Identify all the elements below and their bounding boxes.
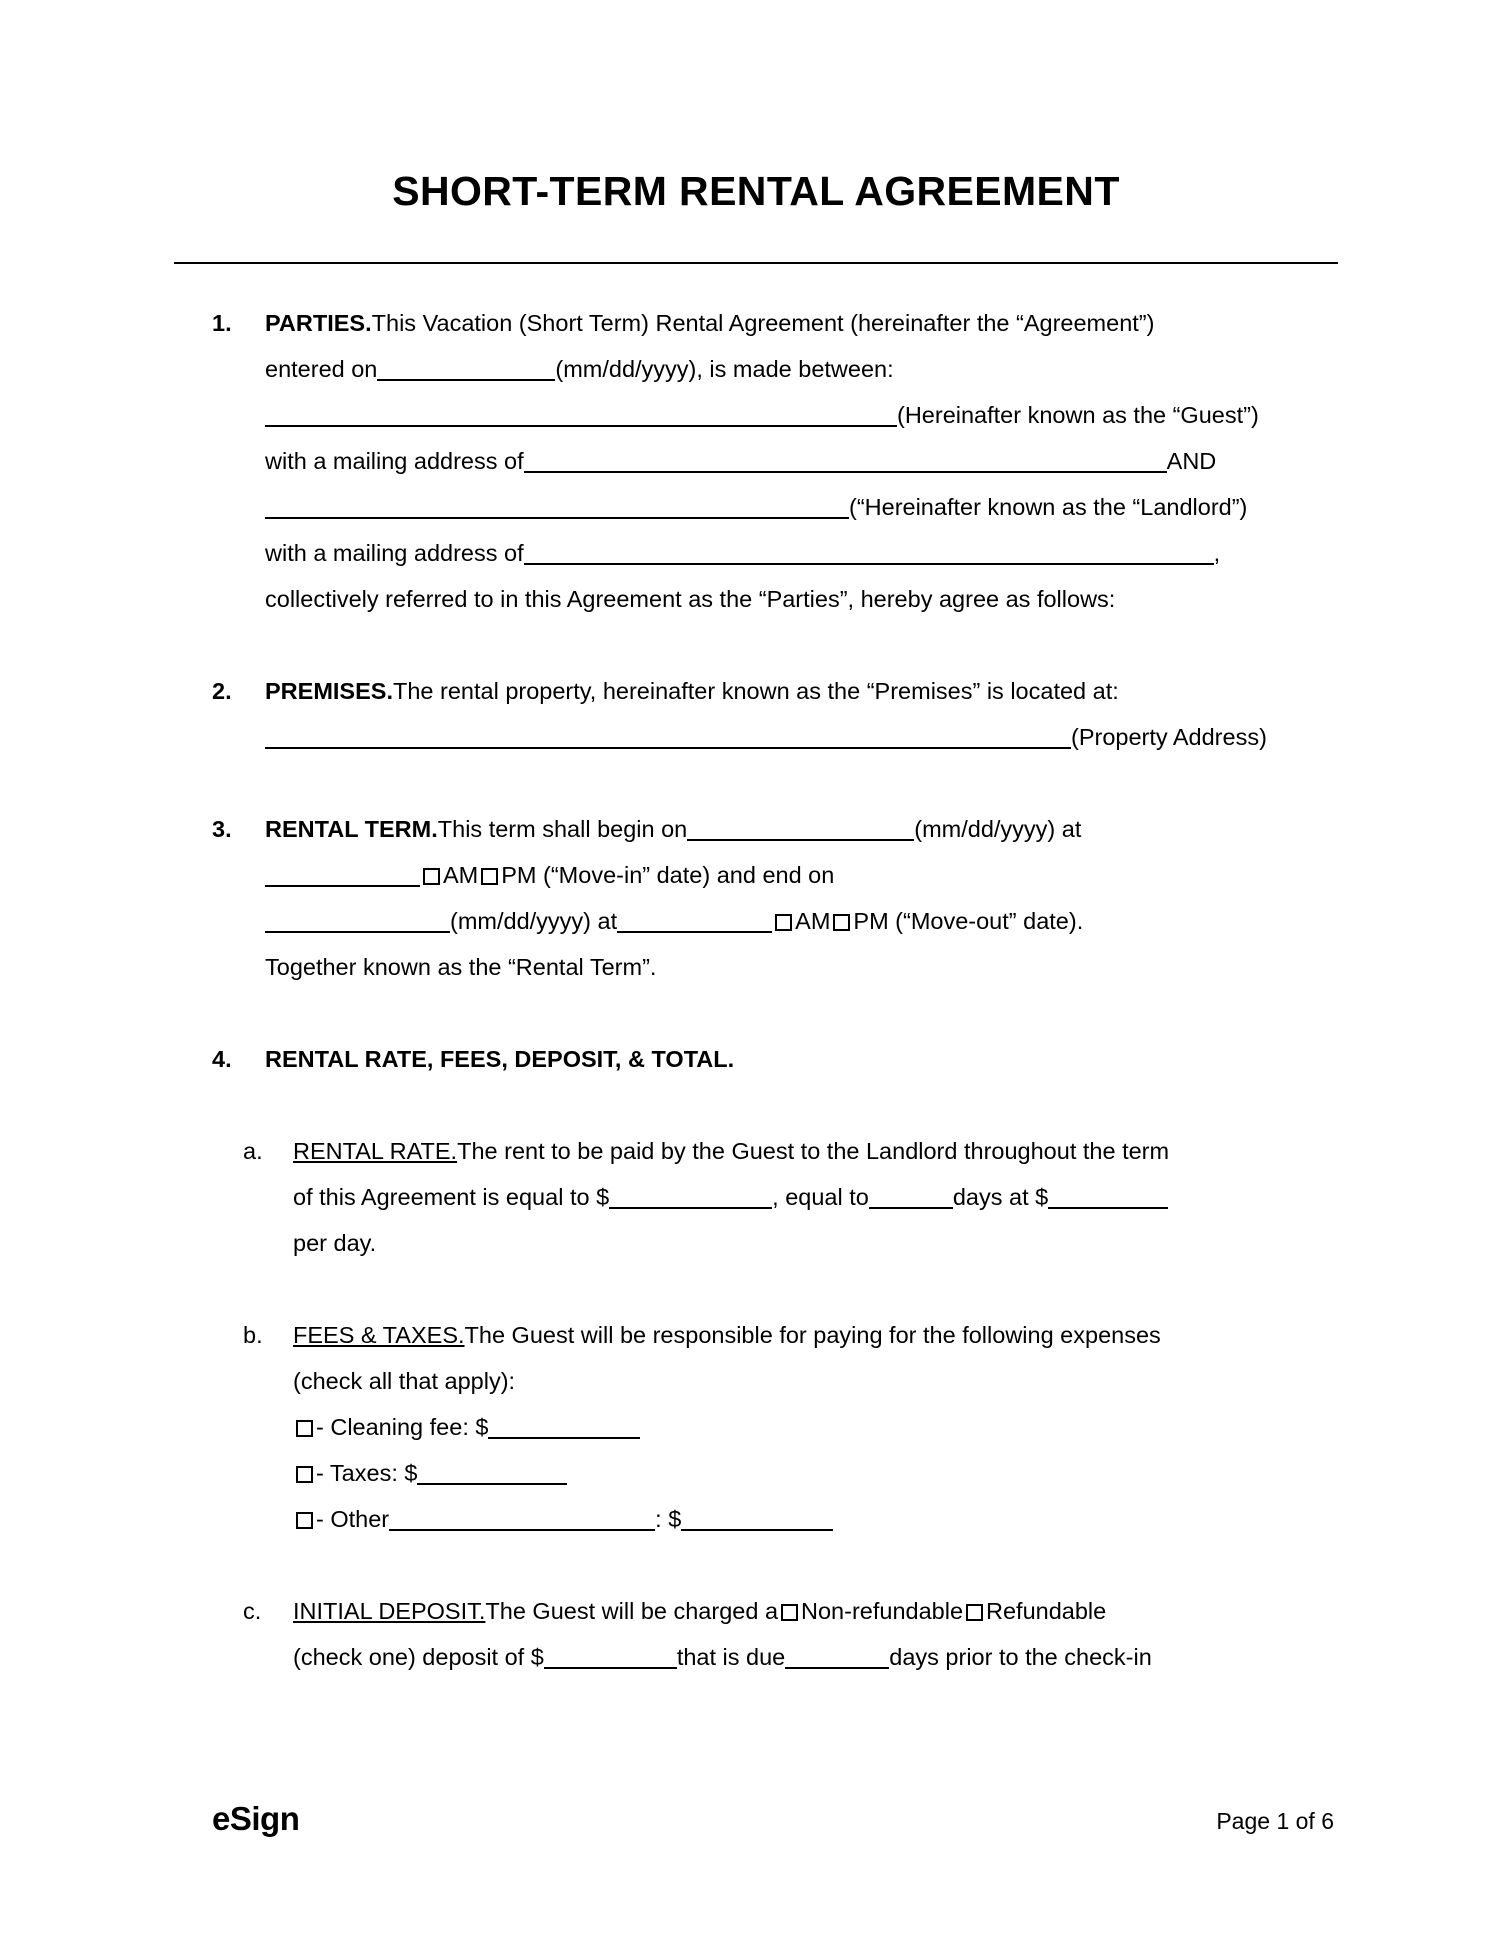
clause-line <box>265 806 1337 852</box>
clause-text: , equal to <box>772 1184 869 1210</box>
page-number: Page 1 of 6 <box>1216 1808 1334 1834</box>
subsection-lines <box>293 1312 1337 1542</box>
clause-text: - Other <box>316 1506 390 1532</box>
clause-section <box>0 806 1512 990</box>
clause-line <box>265 576 1337 622</box>
clause-line <box>265 392 1337 438</box>
clause-text: Non-refundable <box>801 1598 964 1624</box>
subsection-line <box>293 1634 1337 1680</box>
clause-text: per day. <box>293 1230 377 1256</box>
clause-subsection <box>0 1128 1512 1266</box>
subsection-letter: c. <box>243 1598 262 1624</box>
clause-line <box>265 484 1337 530</box>
clause-section <box>0 300 1512 622</box>
clause-text: The rent to be paid by the Guest to the Landlord throughout the term <box>457 1138 1170 1164</box>
esign-logo: eSign <box>212 1800 300 1837</box>
subsection-spacer <box>0 1680 1512 1726</box>
clause-text: with a mailing address of <box>265 540 524 566</box>
clause-line <box>265 714 1337 760</box>
clause-spacer <box>0 990 1512 1036</box>
clause-text: : $ <box>655 1506 682 1532</box>
clause-text: days at $ <box>952 1184 1049 1210</box>
clause-heading: RENTAL TERM. <box>265 816 438 842</box>
clause-line <box>265 898 1337 944</box>
subsection-heading: INITIAL DEPOSIT. <box>293 1598 486 1624</box>
clause-text: (check all that apply): <box>293 1368 516 1394</box>
clause-text: AM <box>443 862 479 888</box>
clause-text: (check one) deposit of $ <box>293 1644 544 1670</box>
clause-section <box>0 668 1512 760</box>
subsection-line <box>293 1588 1337 1634</box>
clause-text: AND <box>1166 448 1217 474</box>
clause-line <box>265 530 1337 576</box>
subsection-line <box>293 1128 1337 1174</box>
checkbox[interactable] <box>966 1604 983 1621</box>
clause-text: This Vacation (Short Term) Rental Agreement (hereinafter the “Agreement”) <box>371 310 1155 336</box>
subsection-spacer <box>0 1266 1512 1312</box>
clause-number: 4. <box>212 1046 232 1072</box>
blank-fill-field[interactable] <box>617 911 772 933</box>
checkbox[interactable] <box>481 868 498 885</box>
clause-text: (mm/dd/yyyy), is made between: <box>555 356 894 382</box>
clause-text: (mm/dd/yyyy) at <box>450 908 618 934</box>
clause-text: (Hereinafter known as the “Guest”) <box>897 402 1259 428</box>
checkbox[interactable] <box>423 868 440 885</box>
clause-spacer <box>0 760 1512 806</box>
clause-spacer <box>0 1082 1512 1128</box>
clause-number: 2. <box>212 678 232 704</box>
blank-fill-field[interactable] <box>265 405 897 427</box>
blank-fill-field[interactable] <box>389 1509 655 1531</box>
subsection-line <box>293 1404 1337 1450</box>
blank-fill-field[interactable] <box>681 1509 833 1531</box>
clause-heading: RENTAL RATE, FEES, DEPOSIT, & TOTAL. <box>265 1046 735 1072</box>
clause-text: The Guest will be responsible for paying for the following expenses <box>464 1322 1161 1348</box>
clause-text: Refundable <box>986 1598 1107 1624</box>
blank-fill-field[interactable] <box>265 727 1071 749</box>
checkbox[interactable] <box>296 1420 313 1437</box>
clause-text: PM (“Move-in” date) and end on <box>501 862 835 888</box>
clause-line <box>265 944 1337 990</box>
clause-heading: PARTIES. <box>265 310 372 336</box>
subsection-line <box>293 1496 1337 1542</box>
clause-text: This term shall begin on <box>437 816 688 842</box>
checkbox[interactable] <box>296 1512 313 1529</box>
clause-text: (“Hereinafter known as the “Landlord”) <box>849 494 1248 520</box>
blank-fill-field[interactable] <box>265 911 450 933</box>
subsection-letter: a. <box>243 1138 263 1164</box>
clause-text: Together known as the “Rental Term”. <box>265 954 657 980</box>
clause-subsection <box>0 1588 1512 1680</box>
checkbox[interactable] <box>296 1466 313 1483</box>
subsection-line <box>293 1358 1337 1404</box>
subsection-lines <box>293 1588 1337 1680</box>
title-divider <box>174 262 1338 264</box>
blank-fill-field[interactable] <box>687 819 914 841</box>
clause-spacer <box>0 622 1512 668</box>
blank-fill-field[interactable] <box>785 1647 889 1669</box>
clause-section <box>0 1036 1512 1082</box>
subsection-spacer <box>0 1542 1512 1588</box>
clause-line <box>265 852 1337 898</box>
blank-fill-field[interactable] <box>544 1647 677 1669</box>
subsection-heading: FEES & TAXES. <box>293 1322 465 1348</box>
clause-heading: PREMISES. <box>265 678 393 704</box>
clause-text: The rental property, hereinafter known as the “Premises” is located at: <box>392 678 1119 704</box>
clause-text: collectively referred to in this Agreement as the “Parties”, hereby agree as follows: <box>265 586 1116 612</box>
clause-text: days prior to the check-in <box>889 1644 1152 1670</box>
blank-fill-field[interactable] <box>265 865 420 887</box>
clause-lines <box>265 668 1337 760</box>
clause-line <box>265 438 1337 484</box>
subsection-line <box>293 1450 1337 1496</box>
clause-text: (Property Address) <box>1071 724 1267 750</box>
blank-fill-field[interactable] <box>1048 1187 1168 1209</box>
clause-line <box>265 300 1337 346</box>
clause-line <box>265 668 1337 714</box>
clause-text: - Taxes: $ <box>316 1460 418 1486</box>
clause-text: that is due <box>676 1644 786 1670</box>
blank-fill-field[interactable] <box>609 1187 772 1209</box>
clause-text: , <box>1213 540 1221 566</box>
clause-lines <box>265 1036 1337 1082</box>
subsection-heading: RENTAL RATE. <box>293 1138 458 1164</box>
clause-text: - Cleaning fee: $ <box>316 1414 489 1440</box>
blank-fill-field[interactable] <box>417 1463 567 1485</box>
blank-fill-field[interactable] <box>265 497 849 519</box>
document-body <box>0 300 1512 1726</box>
subsection-line <box>293 1174 1337 1220</box>
clause-text: with a mailing address of <box>265 448 524 474</box>
clause-subsection <box>0 1312 1512 1542</box>
subsection-line <box>293 1312 1337 1358</box>
clause-text: The Guest will be charged a <box>485 1598 779 1624</box>
blank-fill-field[interactable] <box>524 451 1167 473</box>
clause-text: of this Agreement is equal to $ <box>293 1184 610 1210</box>
clause-lines <box>265 806 1337 990</box>
clause-lines <box>265 300 1337 622</box>
checkbox[interactable] <box>781 1604 798 1621</box>
checkbox[interactable] <box>775 914 792 931</box>
clause-text: PM (“Move-out” date). <box>853 908 1084 934</box>
clause-number: 1. <box>212 310 232 336</box>
clause-text: (mm/dd/yyyy) at <box>914 816 1082 842</box>
clause-text: AM <box>795 908 831 934</box>
page-title: SHORT-TERM RENTAL AGREEMENT <box>392 168 1120 214</box>
blank-fill-field[interactable] <box>869 1187 953 1209</box>
blank-fill-field[interactable] <box>524 543 1214 565</box>
blank-fill-field[interactable] <box>377 359 555 381</box>
clause-number: 3. <box>212 816 232 842</box>
subsection-letter: b. <box>243 1322 263 1348</box>
checkbox[interactable] <box>833 914 850 931</box>
subsection-line <box>293 1220 1337 1266</box>
blank-fill-field[interactable] <box>488 1417 640 1439</box>
clause-text: entered on <box>265 356 378 382</box>
clause-line <box>265 1036 1337 1082</box>
subsection-lines <box>293 1128 1337 1266</box>
clause-line <box>265 346 1337 392</box>
